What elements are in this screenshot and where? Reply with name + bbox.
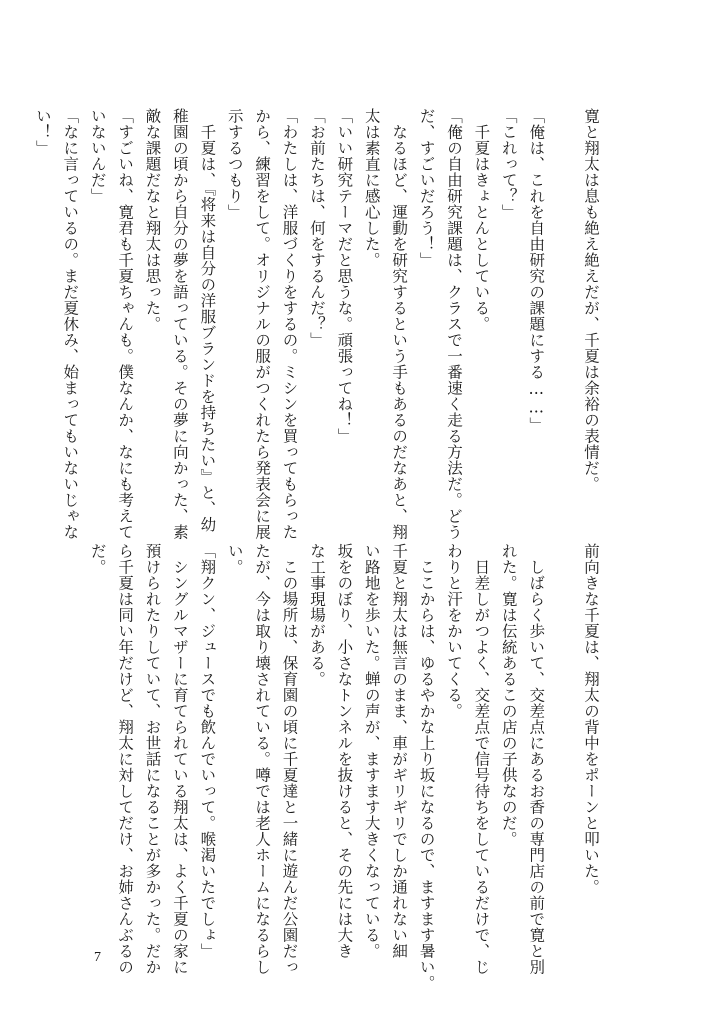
text-line: 稚園の頃から自分の夢を語っている。その夢に向かった、素 [170, 108, 189, 540]
text-line: ら千夏は同い年だけど、翔太に対してだけ、お姉さんぶるの [116, 543, 135, 975]
text-line: 太は素直に感心した。 [362, 108, 381, 268]
text-line: ここからは、ゆるやかな上り坂になるので、ますます暑い。 [417, 543, 436, 991]
text-line: いないんだ」 [88, 108, 107, 204]
text-line: れた。寛は伝統あるこの店の子供なのだ。 [499, 543, 518, 847]
text-line [549, 108, 576, 498]
upper-text-column [28, 108, 604, 540]
text-line: 「わたしは、洋服づくりをするの。ミシンを買ってもらった [280, 108, 299, 540]
text-line: な工事現場がある。 [307, 543, 326, 687]
text-line: だ。 [88, 543, 107, 575]
text-line: だ、すごいだろう！」 [417, 108, 436, 268]
text-line: い！」 [33, 108, 52, 156]
text-line: しばらく歩いて、交差点にあるお香の専門店の前で寛と別 [527, 543, 546, 975]
text-line: い路地を歩いた。蝉の声が、ますます大きくなっている。 [362, 543, 381, 959]
lower-text-column [83, 543, 604, 991]
text-line: なるほど、運動を研究するという手もあるのだなあと、翔 [390, 108, 409, 540]
text-line: 「すごいね、寛君も千夏ちゃんも。僕なんか、なにも考えて [116, 108, 135, 540]
text-line: 前向きな千夏は、翔太の背中をポーンと叩いた。 [582, 543, 600, 895]
text-line: 「いい研究テーマだと思うな。頑張ってね！」 [335, 108, 354, 444]
text-line: から、練習をして。オリジナルの服がつくれたら発表会に展 [253, 108, 272, 540]
text-line: 「俺は、これを自由研究の課題にする……」 [527, 108, 546, 433]
text-line: 千夏は、『将来は自分の洋服ブランドを持ちたい』と、幼 [198, 108, 217, 533]
text-line: 坂をのぼり、小さなトンネルを抜けると、その先には大き [335, 543, 354, 959]
text-line: この場所は、保育園の頃に千夏達と一緒に遊んだ公園だっ [280, 543, 299, 975]
text-line: 示するつもり」 [225, 108, 244, 220]
text-line: 日差しがつよく、交差点で信号待ちをしているだけで、じ [472, 543, 491, 975]
text-line: 千夏と翔太は無言のまま、車がギリギリでしか通れない細 [390, 543, 409, 959]
text-line: い。 [225, 543, 244, 575]
text-line: シングルマザーに育てられている翔太は、よく千夏の家に [170, 543, 189, 975]
text-line: たが、今は取り壊されている。噂では老人ホームになるらし [253, 543, 272, 975]
text-line: 寛と翔太は息も絶え絶えだが、千夏は余裕の表情だ。 [582, 108, 600, 492]
text-line: 預けられたりしていて、お世話になることが多かった。だか [143, 543, 162, 975]
page-number: 7 [94, 950, 101, 965]
text-line: 「なに言っているの。まだ夏休み、始まってもいないじゃな [61, 108, 80, 540]
text-line: 「俺の自由研究課題は、クラスで一番速く走る方法だ。どう [444, 108, 463, 540]
text-line: 敵な課題だなと翔太は思った。 [143, 108, 162, 332]
text-line: わりと汗をかいてくる。 [444, 543, 463, 719]
text-line: 「お前たちは、何をするんだ？」 [307, 108, 326, 348]
text-line: 千夏はきょとんとしている。 [472, 108, 491, 332]
text-line: 「これって？」 [499, 108, 518, 220]
text-line: 「翔クン、ジュースでも飲んでいって。喉渇いたでしょ」 [198, 543, 217, 959]
text-line [549, 543, 576, 933]
